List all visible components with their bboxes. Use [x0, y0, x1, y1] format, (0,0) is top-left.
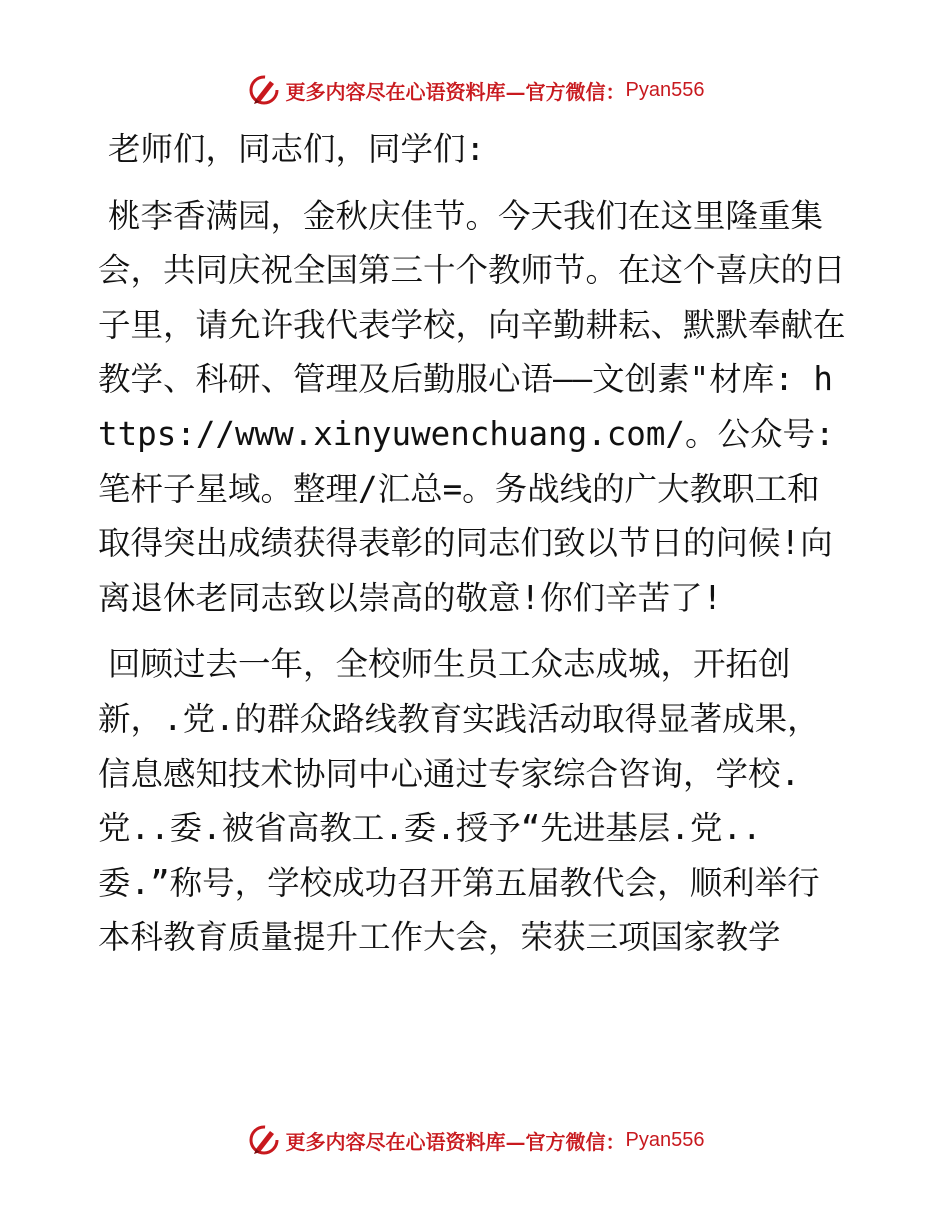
pen-logo-icon — [246, 1122, 282, 1158]
watermark-contact: Pyan556 — [625, 78, 705, 101]
pen-logo-icon — [246, 72, 282, 108]
watermark-text: 更多内容尽在心语资料库—官方微信： — [285, 1129, 626, 1154]
watermark-text: 更多内容尽在心语资料库—官方微信： — [285, 79, 626, 104]
document-body — [98, 122, 850, 977]
footer-watermark — [0, 1120, 950, 1160]
watermark-contact: Pyan556 — [625, 1128, 705, 1151]
paragraph-2: 回顾过去一年，全校师生员工众志成城，开拓创新，.党.的群众路线教育实践活动取得显著成果，信息感知技术协同中心通过专家综合咨询，学校.党..委.被省高教工.委.授予“先进基层.党..委.”称号，学校成功召开第五届教代会，顺利举行本科教育质量提升工作大会，荣获三项国家教学 — [98, 645, 820, 957]
paragraph-1: 桃李香满园，金秋庆佳节。今天我们在这里隆重集会，共同庆祝全国第三十个教师节。在这个喜庆的日子里，请允许我代表学校，向辛勤耕耘、默默奉献在教学、科研、管理及后勤服心语——文创素"材库: https://www.xinyuwenchuang.com/。公众号: 笔杆子星域。整理/汇总=。务战线的广大教职工和取得突出成绩获得表彰的同志们致以节日的问候!向离退休老同志致以崇高的敬意!你们辛苦了! — [98, 196, 846, 617]
salutation: 老师们，同志们，同学们: — [108, 130, 486, 168]
header-watermark — [0, 70, 950, 110]
